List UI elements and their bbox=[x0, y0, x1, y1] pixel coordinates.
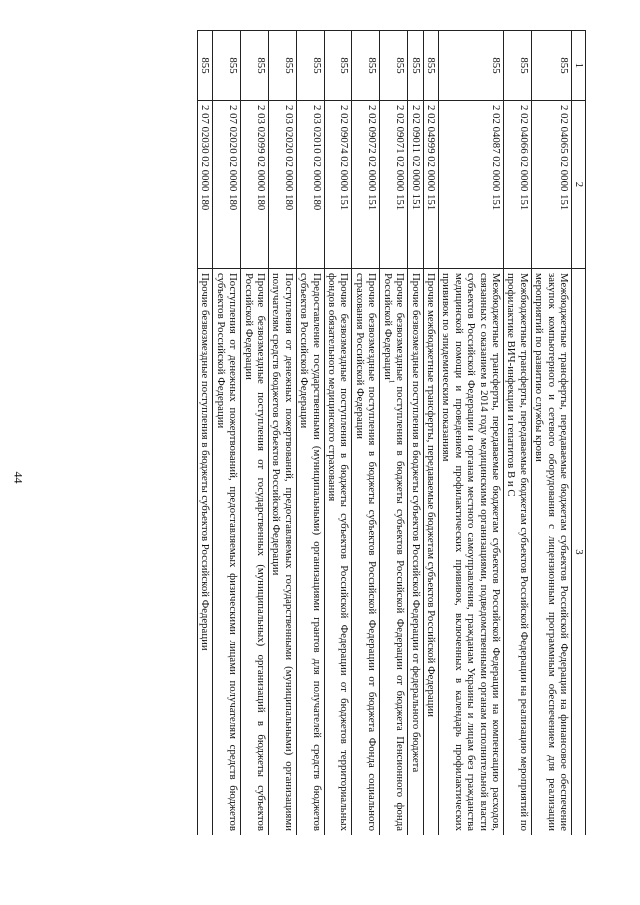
admin-code-cell: 855 bbox=[380, 31, 408, 101]
revenue-codes-table bbox=[197, 30, 586, 835]
table-row bbox=[408, 31, 423, 836]
revenue-code-cell: 2 02 04999 02 0000 151 bbox=[423, 101, 438, 269]
revenue-code-cell: 2 02 04087 02 0000 151 bbox=[438, 101, 503, 269]
revenue-name-cell bbox=[423, 269, 438, 836]
revenue-name-text: Прочие безвозмездные поступления от государственных (муниципальных) организаций в бюджеты субъектов Российской Федерации bbox=[242, 273, 268, 831]
table-row bbox=[423, 31, 438, 836]
admin-code-cell: 855 bbox=[531, 31, 571, 101]
admin-code-cell: 855 bbox=[503, 31, 531, 101]
table-row bbox=[324, 31, 352, 836]
revenue-code-cell: 2 02 09011 02 0000 151 bbox=[408, 101, 423, 269]
admin-code-cell: 855 bbox=[423, 31, 438, 101]
revenue-name-cell bbox=[531, 269, 571, 836]
page-number-text: 44 bbox=[11, 471, 26, 483]
table-row bbox=[296, 31, 324, 836]
revenue-code-cell: 2 02 09072 02 0000 151 bbox=[352, 101, 380, 269]
table-row bbox=[269, 31, 297, 836]
header-row bbox=[572, 31, 586, 836]
revenue-name-cell bbox=[408, 269, 423, 836]
admin-code-cell: 855 bbox=[198, 31, 213, 101]
admin-code-cell: 855 bbox=[213, 31, 241, 101]
revenue-name-cell bbox=[269, 269, 297, 836]
revenue-name-text: Межбюджетные трансферты, передаваемые бюджетам субъектов Российской Федерации на реализацию мероприятий по профилактике ВИЧ-инфекции и гепатитов B и C bbox=[505, 273, 530, 831]
revenue-name-cell bbox=[213, 269, 241, 836]
admin-code-cell: 855 bbox=[324, 31, 352, 101]
table-row bbox=[241, 31, 269, 836]
revenue-name-text: Прочие безвозмездные поступления в бюджеты субъектов Российской Федерации от бюджета Пенсионного фонда Российской Федерации bbox=[381, 273, 407, 831]
revenue-name-cell bbox=[438, 269, 503, 836]
revenue-code-cell: 2 03 02020 02 0000 180 bbox=[269, 101, 297, 269]
admin-code-cell: 855 bbox=[241, 31, 269, 101]
admin-code-cell: 855 bbox=[269, 31, 297, 101]
table-row bbox=[438, 31, 503, 836]
header-col-1: 1 bbox=[572, 31, 586, 101]
table-row bbox=[531, 31, 571, 836]
revenue-code-cell: 2 02 09071 02 0000 151 bbox=[380, 101, 408, 269]
footnote-mark: 1 bbox=[387, 379, 396, 384]
header-col-2: 2 bbox=[572, 101, 586, 269]
revenue-name-text: Прочие безвозмездные поступления в бюджеты субъектов Российской Федерации от федерального бюджета bbox=[409, 273, 422, 773]
revenue-name-cell bbox=[198, 269, 213, 836]
table-header bbox=[572, 31, 586, 836]
revenue-code-cell: 2 02 04065 02 0000 151 bbox=[531, 101, 571, 269]
revenue-name-cell bbox=[380, 269, 408, 836]
table-body bbox=[198, 31, 572, 836]
revenue-name-cell bbox=[352, 269, 380, 836]
revenue-code-cell: 2 03 02010 02 0000 180 bbox=[296, 101, 324, 269]
revenue-code-cell: 2 02 09074 02 0000 151 bbox=[324, 101, 352, 269]
revenue-name-text: Прочие безвозмездные поступления в бюджеты субъектов Российской Федерации от бюджетов территориальных фондов обязательного медицинского страхования bbox=[326, 273, 351, 831]
table-row bbox=[352, 31, 380, 836]
revenue-code-cell: 2 02 04066 02 0000 151 bbox=[503, 101, 531, 269]
revenue-name-cell bbox=[324, 269, 352, 836]
admin-code-cell: 855 bbox=[296, 31, 324, 101]
revenue-name-text: Прочие безвозмездные поступления в бюджеты субъектов Российской Федерации от бюджета Фонда социального страхования Российской Федерации bbox=[353, 273, 379, 831]
revenue-name-text: Предоставление государственными (муниципальными) организациями грантов для получателей средств бюджетов субъектов Российской Федерации bbox=[298, 273, 323, 831]
revenue-name-cell bbox=[296, 269, 324, 836]
header-col-3: 3 bbox=[572, 269, 586, 836]
table-row bbox=[503, 31, 531, 836]
revenue-name-text: Прочие межбюджетные трансферты, передаваемые бюджетам субъектов Российской Федерации bbox=[424, 273, 437, 718]
table-row bbox=[198, 31, 213, 836]
revenue-code-cell: 2 03 02099 02 0000 180 bbox=[241, 101, 269, 269]
revenue-name-cell bbox=[241, 269, 269, 836]
revenue-name-text: Межбюджетные трансферты, передаваемые бюджетам субъектов Российской Федерации на компенсацию расходов, связанных с оказанием в 2014 году медицинскими организациями, подведомственными органам исполнительной власти субъектов Российской Федерации и органам местного самоуправления, гражданам Украины и лицам без гражданства медицинской помощи и проведением профилактических прививок, включенных в календарь профилактических прививок по эпидемическим показаниям bbox=[440, 273, 502, 831]
revenue-code-cell: 2 07 02030 02 0000 180 bbox=[198, 101, 213, 269]
admin-code-cell: 855 bbox=[352, 31, 380, 101]
table-row bbox=[380, 31, 408, 836]
revenue-name-text: Межбюджетные трансферты, передаваемые бюджетам субъектов Российской Федерации на финансовое обеспечение закупок компьютерного и сетевого оборудования с лицензионным программным обеспечением для реализации мероприятий по развитию службы крови bbox=[533, 273, 570, 831]
admin-code-cell: 855 bbox=[408, 31, 423, 101]
revenue-name-cell bbox=[503, 269, 531, 836]
rotated-table-container bbox=[62, 30, 586, 835]
admin-code-cell: 855 bbox=[438, 31, 503, 101]
table-row bbox=[213, 31, 241, 836]
revenue-name-text: Поступления от денежных пожертвований, предоставляемых государственными (муниципальными) организациями получателям средств бюджетов субъектов Российской Федерации bbox=[270, 273, 295, 831]
document-page bbox=[62, 30, 586, 835]
page-number bbox=[0, 466, 36, 488]
revenue-code-cell: 2 07 02020 02 0000 180 bbox=[213, 101, 241, 269]
revenue-name-text: Прочие безвозмездные поступления в бюджеты субъектов Российской Федерации bbox=[199, 273, 212, 651]
revenue-name-text: Поступления от денежных пожертвований, предоставляемых физическими лицами получателям средств бюджетов субъектов Российской Федерации bbox=[214, 273, 240, 831]
